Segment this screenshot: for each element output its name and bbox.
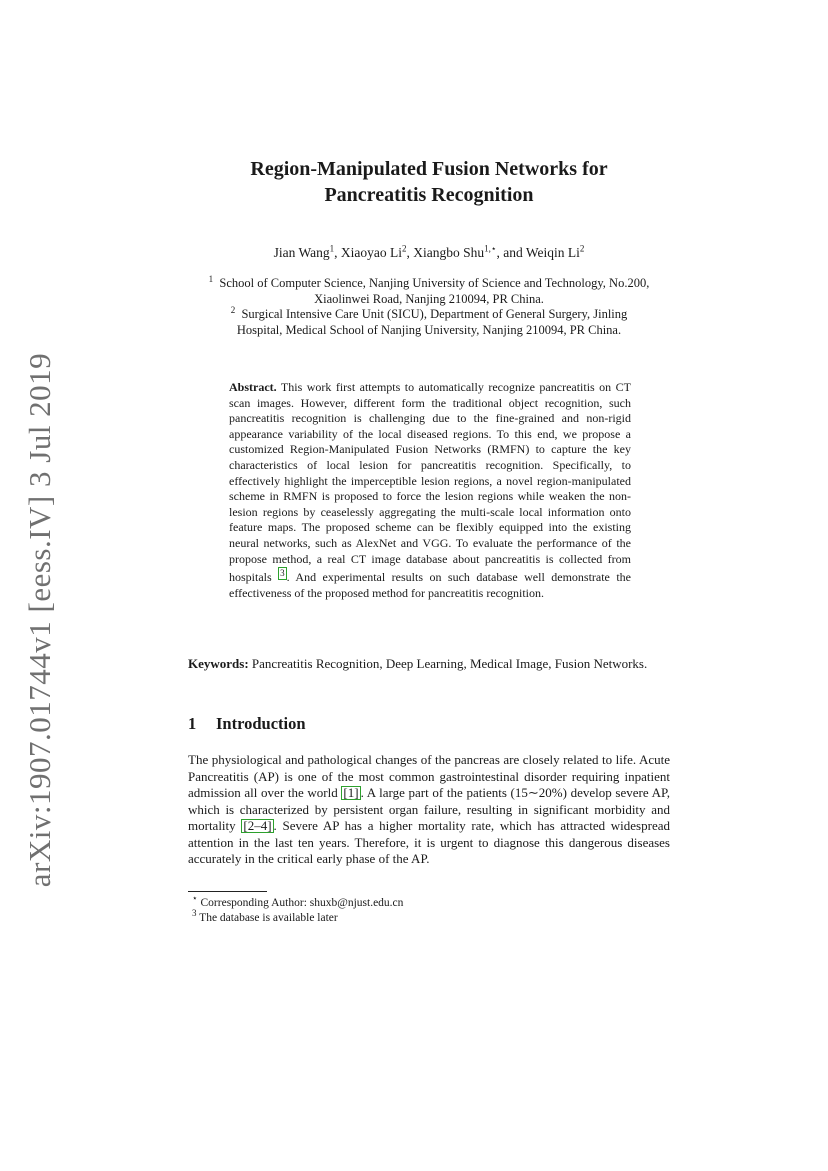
affiliation-mark: 1 [208,273,214,284]
section-number: 1 [188,714,197,733]
paper-title [188,156,670,208]
body-text: . Severe AP has a higher mortality rate, which has attracted widespread attention in the last ten years. Therefore, it is urgent to diagnose this dangerous diseases accurately in the critical early phase of the AP. [188,818,670,866]
abstract-text: . And experimental results on such database well demonstrate the effectiveness of the proposed method for pancreatitis recognition. [229,570,632,600]
footnote-mark: ⋆ [192,893,198,904]
affiliation-text: Surgical Intensive Care Unit (SICU), Department of General Surgery, Jinling [241,307,628,321]
author-list: Jian Wang$^1$, Xiaoyao Li$^2$, Xiangbo Shu$^{1,⋆}$, and Weiqin Li$^2$ [273,243,585,260]
body-text: . A large part of the patients (15∼20%) develop severe AP, which is characterized by persistent organ failure, resulting in significant morbidity and mortality [188,785,671,833]
footnote-2 [188,907,670,926]
footnotes [188,893,670,925]
section-title: Introduction [216,714,306,733]
citation-link[interactable]: [2–4] [243,818,272,833]
footnote-divider [188,891,267,892]
abstract-text: This work first attempts to automatically recognize pancreatitis on CT scan images. However, different form the traditional object recognition, such pancreatitis recognition is challenging due to the fine-grained and non-rigid appearance variability of the local diseased regions. To this end, we propose a customized Region-Manipulated Fusion Networks (RMFN) to capture the key characteristics of local lesion for pancreatitis recognition. Specifically, to effectively highlight the imperceptible lesion regions, a novel region-manipulated scheme in RMFN is proposed to force the lesion regions while weaken the non-lesion regions by ceaselessly aggregating the multi-scale local information onto feature maps. The proposed scheme can be flexibly equipped into the existing neural networks, such as AlexNet and VGG. To evaluate the performance of the propose method, a real CT image database about pancreatitis is collected from hospitals [229,380,631,585]
author-name: Xiaoyao Li [340,245,402,260]
affiliation-text: School of Computer Science, Nanjing University of Science and Technology, No.200, [219,276,650,290]
author-name: Jian Wang [273,245,330,260]
abstract [229,380,631,601]
keywords [188,656,670,673]
affiliation-2 [188,304,670,338]
footnote-mark: 3 [192,907,197,918]
footnote-1 [188,893,670,911]
title-line-1: Region-Manipulated Fusion Networks for [250,158,608,180]
footnote-text: Corresponding Author: shuxb@njust.edu.cn [200,897,404,909]
keywords-label: Keywords: [188,656,249,671]
arxiv-identifier: arXiv:1907.01744v1 [eess.IV] 3 Jul 2019 [22,352,57,888]
abstract-label: Abstract. [229,380,277,394]
affiliation-text: Xiaolinwei Road, Nanjing 210094, PR China. [314,291,544,306]
author-affiliation-mark: 2 [579,243,585,254]
arxiv-sidebar-stamp [12,352,68,888]
footnote-ref-link[interactable]: 3 [280,568,285,579]
affiliation-mark: 2 [230,304,236,315]
section-heading [188,714,306,734]
body-text: The physiological and pathological changes of the pancreas are closely related to life. Acute Pancreatitis (AP) is one of the most common gastrointestinal disorder requiring inpatient admission all over the world [188,752,670,800]
author-affiliation-mark: 1,⋆ [484,243,497,254]
affiliation-text: Hospital, Medical School of Nanjing University, Nanjing 210094, PR China. [236,322,622,337]
citation-link[interactable]: [1] [343,785,359,800]
keywords-text: Pancreatitis Recognition, Deep Learning, Medical Image, Fusion Networks. [251,656,648,671]
intro-paragraph [188,752,670,868]
author-name: Weiqin Li [525,245,580,260]
author-affiliation-mark: 2 [401,243,407,254]
title-line-2: Pancreatitis Recognition [324,184,534,206]
author-name: Xiangbo Shu [413,245,485,260]
author-affiliation-mark: 1 [329,243,335,254]
affiliation-1 [188,273,670,307]
footnote-text: The database is available later [199,911,338,924]
